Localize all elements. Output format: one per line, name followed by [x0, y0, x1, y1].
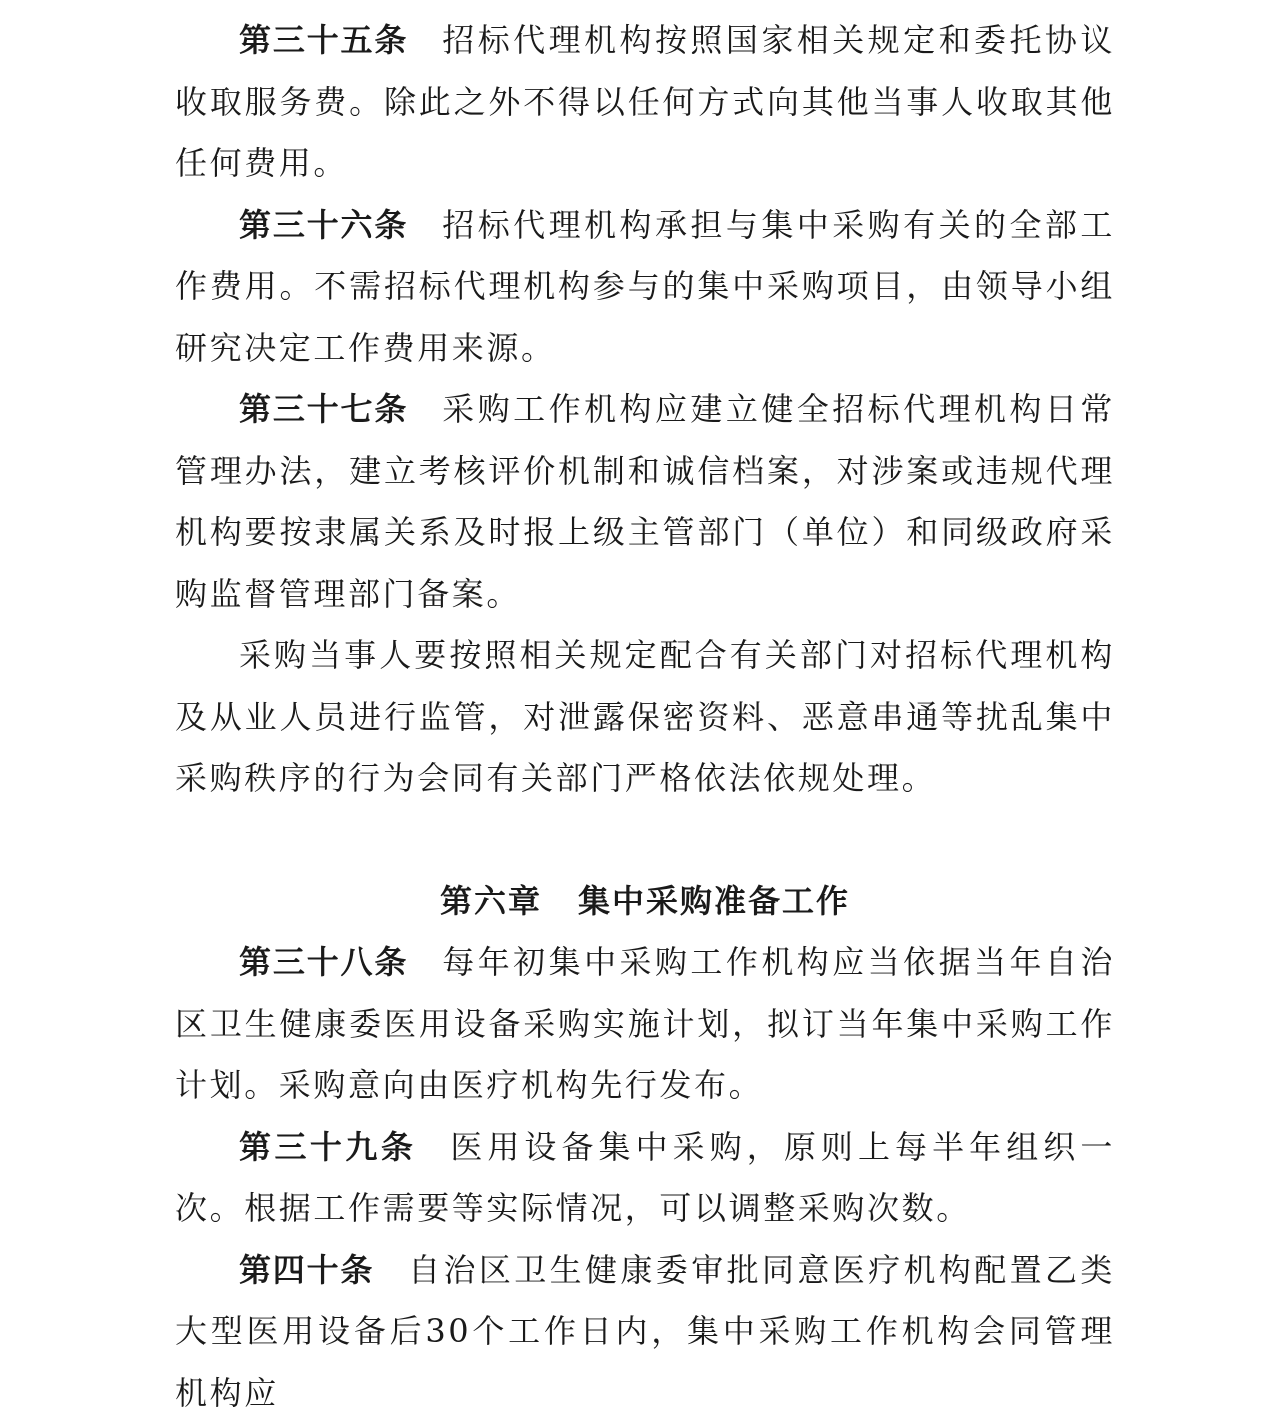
article-text: 采购工作机构应建立健全招标代理机构日常管理办法，建立考核评价机制和诚信档案，对涉案或违规代理机构要按隶属关系及时报上级主管部门（单位）和同级政府采购监督管理部门备案。 — [175, 390, 1115, 613]
article-text: 每年初集中采购工作机构应当依据当年自治区卫生健康委医用设备采购实施计划，拟订当年集中采购工作计划。采购意向由医疗机构先行发布。 — [175, 943, 1115, 1104]
article-35 — [175, 10, 1115, 195]
article-number: 第四十条 — [239, 1251, 374, 1289]
article-39 — [175, 1117, 1115, 1240]
article-36 — [175, 195, 1115, 380]
chapter-title: 集中采购准备工作 — [578, 882, 850, 920]
article-38 — [175, 932, 1115, 1117]
article-number: 第三十五条 — [239, 21, 408, 59]
article-number: 第三十九条 — [239, 1128, 416, 1166]
article-40 — [175, 1240, 1115, 1424]
chapter-number: 第六章 — [440, 882, 542, 920]
article-number: 第三十七条 — [239, 390, 408, 428]
article-text: 自治区卫生健康委审批同意医疗机构配置乙类大型医用设备后30个工作日内，集中采购工作机构会同管理机构应 — [175, 1251, 1115, 1412]
article-37 — [175, 379, 1115, 625]
article-number: 第三十八条 — [239, 943, 408, 981]
chapter-heading — [175, 871, 1115, 933]
article-number: 第三十六条 — [239, 206, 408, 244]
document-page — [175, 10, 1115, 1424]
plain-paragraph: 采购当事人要按照相关规定配合有关部门对招标代理机构及从业人员进行监管，对泄露保密资料、恶意串通等扰乱集中采购秩序的行为会同有关部门严格依法依规处理。 — [175, 625, 1115, 810]
article-text: 医用设备集中采购，原则上每半年组织一次。根据工作需要等实际情况，可以调整采购次数。 — [175, 1128, 1115, 1228]
article-text: 招标代理机构按照国家相关规定和委托协议收取服务费。除此之外不得以任何方式向其他当事人收取其他任何费用。 — [175, 21, 1115, 182]
article-text: 招标代理机构承担与集中采购有关的全部工作费用。不需招标代理机构参与的集中采购项目，由领导小组研究决定工作费用来源。 — [175, 206, 1115, 367]
